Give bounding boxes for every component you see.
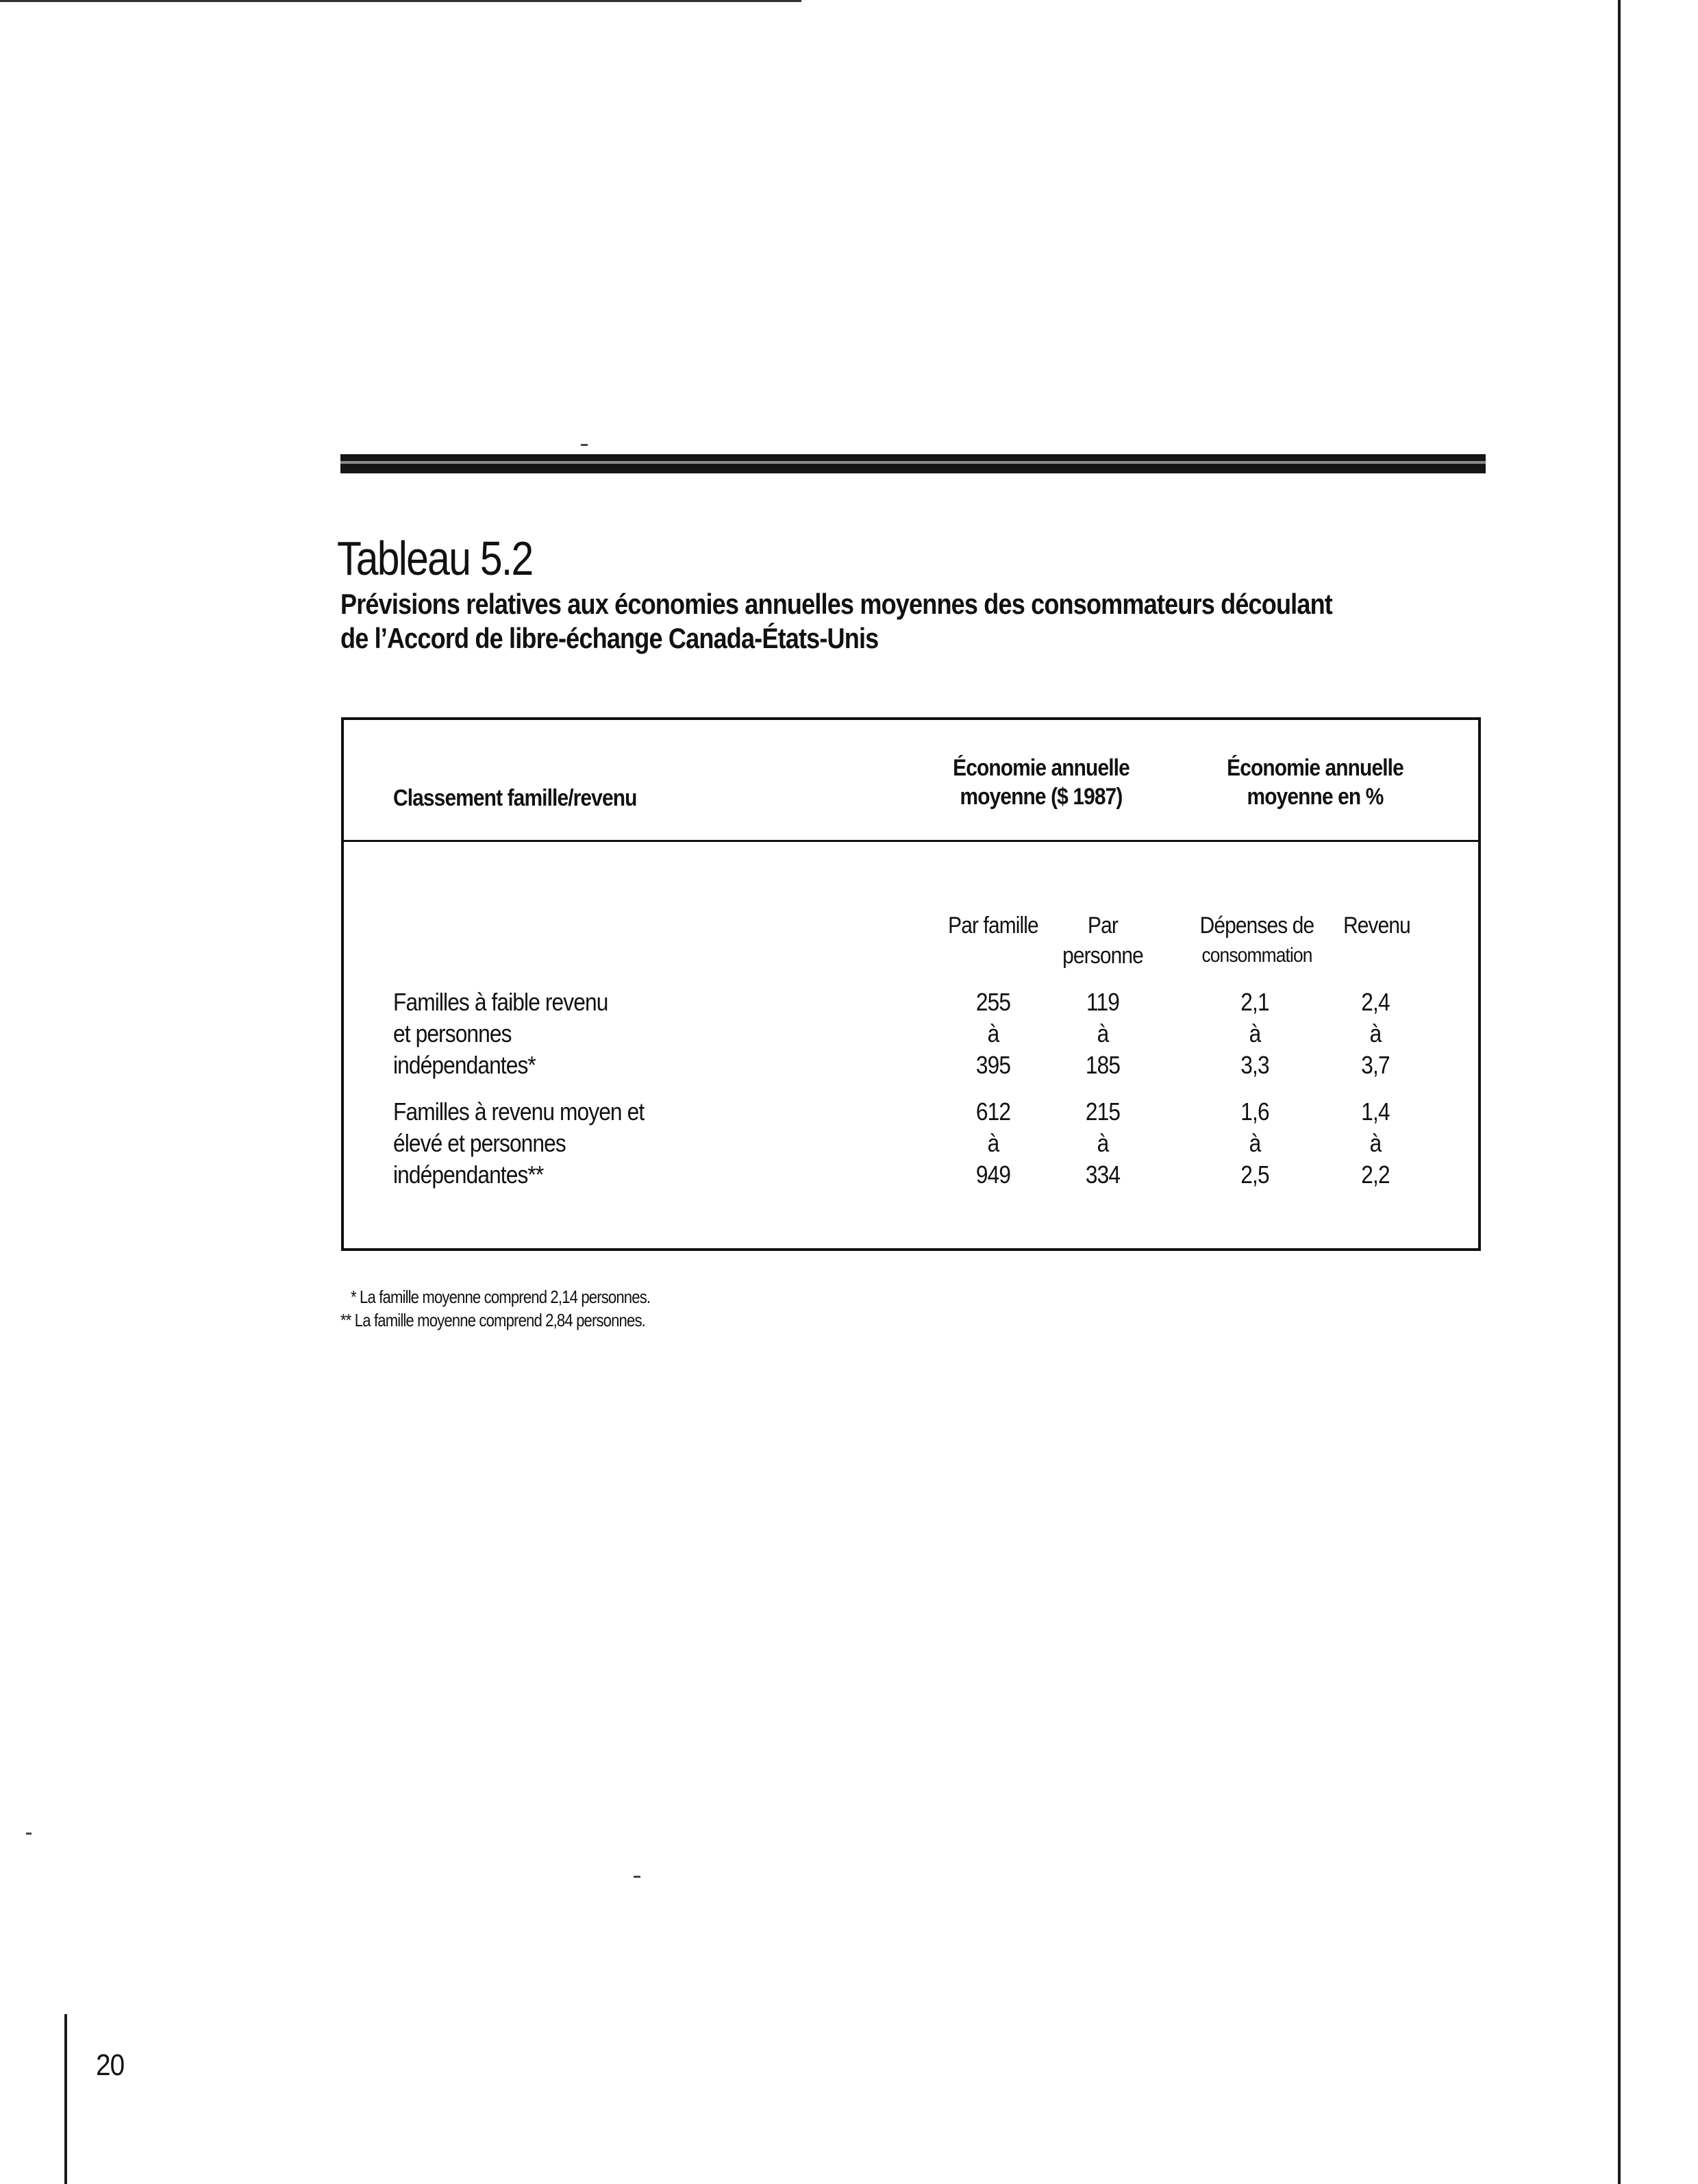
cell-value: 1,6 — [1240, 1097, 1269, 1126]
right-page-edge — [1618, 0, 1621, 2184]
cell-value: 395 — [975, 1051, 1011, 1079]
row-label-middle-high-income — [393, 1096, 644, 1191]
cell-per-person-low — [1066, 986, 1139, 1081]
left-page-edge — [64, 2014, 67, 2184]
scan-speck — [26, 1833, 32, 1835]
subheader-consumption-line-1: Dépenses de — [1199, 913, 1314, 939]
cell-value: à — [1369, 1129, 1382, 1157]
subheader-per-person-line-2: personne — [1062, 943, 1143, 969]
section-divider-bar — [340, 454, 1486, 473]
page-number: 20 — [96, 2048, 125, 2082]
cell-value: 3,7 — [1361, 1051, 1390, 1079]
cell-value: à — [1249, 1019, 1261, 1047]
cell-value: 949 — [975, 1161, 1011, 1189]
subtitle-line-2: de l’Accord de libre-échange Canada-États-Unis — [340, 622, 879, 654]
cell-per-family-low — [957, 986, 1029, 1081]
top-scan-rule — [0, 0, 801, 2]
header-percent-line-1: Économie annuelle — [1227, 755, 1403, 781]
cell-value: à — [1369, 1019, 1382, 1047]
cell-value: 2,1 — [1240, 988, 1269, 1016]
cell-value: 2,2 — [1361, 1161, 1390, 1189]
subtitle-line-1: Prévisions relatives aux économies annuelles moyennes des consommateurs découlant — [340, 588, 1332, 620]
cell-per-person-middle-high — [1066, 1096, 1139, 1191]
header-annual-savings-percent — [1207, 754, 1424, 811]
row-label-low-income — [393, 986, 608, 1081]
cell-value: 2,4 — [1361, 988, 1390, 1016]
cell-consumption-low — [1219, 986, 1291, 1081]
header-savings-line-2: moyenne ($ 1987) — [960, 784, 1123, 810]
row-label-line: Familles à faible revenu — [393, 988, 608, 1016]
cell-value: 3,3 — [1240, 1051, 1269, 1079]
cell-value: 215 — [1085, 1097, 1121, 1126]
row-label-line: indépendantes** — [393, 1161, 544, 1189]
cell-value: à — [1249, 1129, 1261, 1157]
cell-value: 334 — [1085, 1161, 1121, 1189]
row-label-line: Familles à revenu moyen et — [393, 1097, 645, 1126]
cell-value: 612 — [975, 1097, 1011, 1126]
cell-value: 255 — [975, 988, 1011, 1016]
cell-value: à — [987, 1019, 999, 1047]
cell-income-low — [1339, 986, 1412, 1081]
cell-income-middle-high — [1339, 1096, 1412, 1191]
cell-value: 2,5 — [1240, 1161, 1269, 1189]
row-label-line: et personnes — [393, 1019, 512, 1047]
row-label-line: indépendantes* — [393, 1051, 536, 1079]
scan-speck — [581, 444, 588, 446]
cell-value: 119 — [1086, 988, 1119, 1016]
subheader-per-person — [1042, 910, 1163, 971]
header-classification: Classement famille/revenu — [393, 785, 637, 811]
table-title: Tableau 5.2 — [337, 532, 533, 585]
header-percent-line-2: moyenne en % — [1247, 784, 1384, 810]
cell-per-family-middle-high — [957, 1096, 1029, 1191]
cell-value: 185 — [1085, 1051, 1121, 1079]
cell-consumption-middle-high — [1219, 1096, 1291, 1191]
header-annual-savings — [933, 754, 1150, 811]
footnote-double-asterisk: ** La famille moyenne comprend 2,84 personnes. — [340, 1310, 645, 1330]
header-savings-line-1: Économie annuelle — [953, 755, 1129, 781]
cell-value: à — [1097, 1019, 1109, 1047]
row-label-line: élevé et personnes — [393, 1129, 566, 1157]
subheader-income: Revenu — [1343, 913, 1410, 939]
table-subtitle — [340, 587, 1342, 656]
footnote-single-asterisk: * La famille moyenne comprend 2,14 personnes. — [351, 1287, 651, 1307]
subheader-per-person-line-1: Par — [1088, 913, 1118, 939]
scan-speck — [634, 1876, 640, 1878]
subheader-per-family: Par famille — [948, 913, 1038, 939]
cell-value: 1,4 — [1361, 1097, 1390, 1126]
cell-value: à — [987, 1129, 999, 1157]
cell-value: à — [1097, 1129, 1109, 1157]
subheader-consumption-line-2: consommation — [1201, 944, 1312, 967]
header-separator — [344, 840, 1478, 842]
subheader-consumption — [1188, 910, 1326, 971]
